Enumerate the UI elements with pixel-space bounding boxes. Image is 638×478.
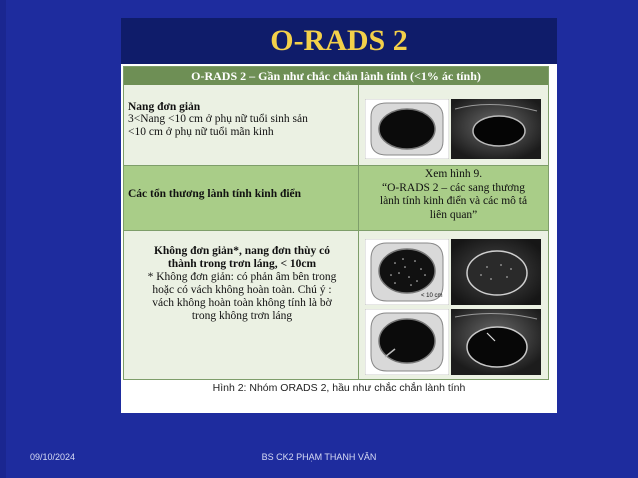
- simple-cyst-diagram: [365, 99, 449, 159]
- row3-right-cell: [359, 231, 548, 379]
- slide-left-bar: [0, 0, 6, 478]
- row3-bold-line1: Không đơn giản*, nang đơn thùy có: [153, 245, 331, 257]
- row3-line6: trong không trơn láng: [191, 310, 293, 322]
- row2-ref-line1: Xem hình 9.: [424, 168, 483, 180]
- row2-right-cell: [359, 166, 548, 230]
- row1-title: Nang đơn giản: [128, 101, 201, 113]
- table-row-classic-benign: [124, 166, 548, 231]
- row3-bold-line2: thành trong trơn láng, < 10cm: [167, 258, 317, 270]
- row2-ref-line4: liên quan”: [429, 208, 478, 221]
- size-label: < 10 cm: [421, 293, 443, 299]
- incomplete-septum-diagram: [365, 309, 449, 375]
- row2-ref-line3: lành tính kinh điển và các mô tả: [379, 195, 528, 207]
- row1-left-cell: [124, 85, 359, 165]
- row3-line3: * Không đơn giản: có phản âm bên trong: [147, 271, 337, 283]
- simple-cyst-ultrasound: [451, 99, 541, 159]
- echoic-cyst-ultrasound: [451, 239, 541, 305]
- row1-line2: <10 cm ở phụ nữ tuổi mãn kinh: [128, 126, 274, 138]
- incomplete-septum-ultrasound: [451, 309, 541, 375]
- row2-ref-line2: “O-RADS 2 – các sang thương: [382, 181, 525, 194]
- table-header: O-RADS 2 – Gần như chắc chắn lành tính (<1% ác tính): [124, 67, 548, 85]
- title-band: [121, 18, 557, 64]
- table-row-non-simple-cyst: [124, 231, 548, 379]
- row3-line4: hoặc có vách không hoàn toàn. Chú ý :: [152, 284, 332, 296]
- footer-author: BS CK2 PHẠM THANH VÂN: [261, 452, 377, 462]
- slide-title: O-RADS 2: [270, 24, 408, 57]
- row3-left-cell: [124, 231, 359, 379]
- row1-right-cell: [359, 85, 548, 165]
- orads-table: [123, 66, 549, 380]
- row2-title: Các tổn thương lành tính kinh điển: [128, 188, 302, 200]
- figure-caption: Hình 2: Nhóm ORADS 2, hầu như chắc chắn lành tính: [212, 382, 466, 394]
- table-row-simple-cyst: [124, 85, 548, 166]
- footer-date: 09/10/2024: [30, 452, 76, 462]
- orads-figure: [121, 64, 557, 413]
- row2-left-cell: [124, 166, 359, 230]
- row1-line1: 3<Nang <10 cm ở phụ nữ tuổi sinh sản: [128, 113, 308, 125]
- row3-line5: vách không hoàn toàn không tính là bờ: [152, 297, 332, 309]
